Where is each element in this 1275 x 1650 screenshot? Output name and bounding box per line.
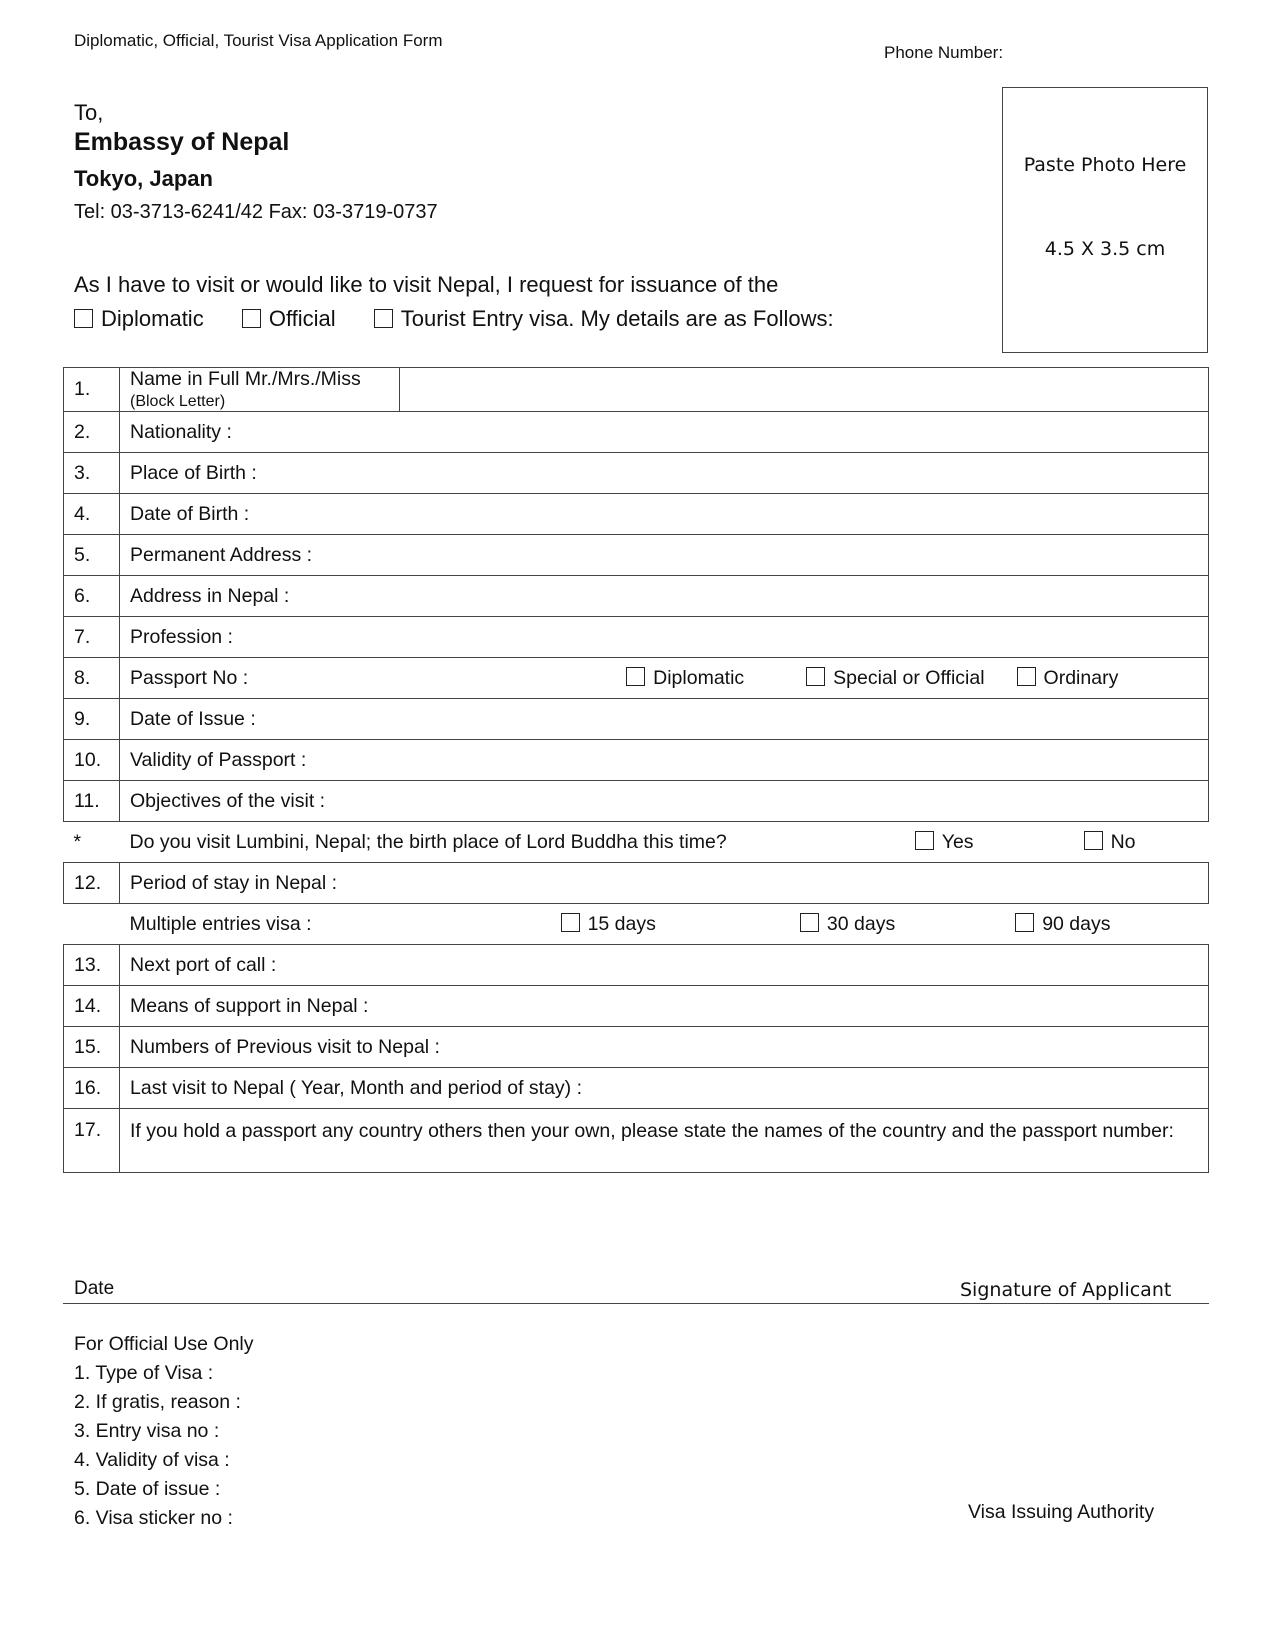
checkbox-15-days[interactable] [561, 913, 580, 932]
table-row [64, 822, 1209, 863]
row-number: 1. [64, 368, 120, 412]
table-row [64, 1027, 1209, 1068]
checkbox-passport-special-official[interactable] [806, 667, 825, 686]
date-of-issue-field[interactable]: Date of Issue : [120, 699, 1209, 740]
row-number: 16. [64, 1068, 120, 1109]
table-row [64, 453, 1209, 494]
table-row [64, 1109, 1209, 1173]
multiple-entries-question [120, 904, 1209, 945]
checkbox-90-days[interactable] [1015, 913, 1034, 932]
table-row [64, 576, 1209, 617]
visa-type-official[interactable]: Official [242, 306, 336, 332]
permanent-address-field[interactable]: Permanent Address : [120, 535, 1209, 576]
embassy-city: Tokyo, Japan [74, 166, 213, 191]
table-row [64, 617, 1209, 658]
passport-type-special-official[interactable]: Special or Official [806, 667, 984, 690]
row-number: 15. [64, 1027, 120, 1068]
last-visit-field[interactable]: Last visit to Nepal ( Year, Month and period of stay) : [120, 1068, 1209, 1109]
nationality-field[interactable]: Nationality : [120, 412, 1209, 453]
official-item-entry-visa-no: 3. Entry visa no : [74, 1420, 220, 1442]
table-row [64, 904, 1209, 945]
visa-type-options [74, 306, 866, 332]
table-row [64, 1068, 1209, 1109]
table-row [64, 781, 1209, 822]
checkbox-tourist-visa[interactable] [374, 309, 393, 328]
table-row [64, 368, 1209, 412]
form-title: Diplomatic, Official, Tourist Visa Application Form [74, 31, 443, 50]
row-number: 5. [64, 535, 120, 576]
row-number: 4. [64, 494, 120, 535]
official-item-validity: 4. Validity of visa : [74, 1449, 230, 1471]
date-of-birth-field[interactable]: Date of Birth : [120, 494, 1209, 535]
row-number: 8. [64, 658, 120, 699]
to-label: To, [74, 100, 104, 125]
row-number: 2. [64, 412, 120, 453]
phone-number-label: Phone Number: [884, 43, 1004, 62]
table-row [64, 740, 1209, 781]
checkbox-30-days[interactable] [800, 913, 819, 932]
profession-field[interactable]: Profession : [120, 617, 1209, 658]
checkbox-diplomatic-visa[interactable] [74, 309, 93, 328]
visa-type-diplomatic[interactable]: Diplomatic [74, 306, 204, 332]
row-number: 9. [64, 699, 120, 740]
table-row [64, 535, 1209, 576]
lumbini-question [120, 822, 1209, 863]
checkbox-lumbini-yes[interactable] [915, 831, 934, 850]
table-row [64, 863, 1209, 904]
multiple-entries-90-days[interactable]: 90 days [1015, 913, 1110, 936]
previous-visits-field[interactable]: Numbers of Previous visit to Nepal : [120, 1027, 1209, 1068]
photo-instruction: Paste Photo Here [1023, 154, 1187, 176]
lumbini-no-option[interactable]: No [1084, 831, 1136, 854]
passport-type-ordinary[interactable]: Ordinary [1017, 667, 1119, 690]
signature-divider [63, 1303, 1209, 1304]
row-marker: * [64, 822, 120, 863]
lumbini-yes-option[interactable]: Yes [915, 831, 974, 854]
table-row [64, 658, 1209, 699]
checkbox-lumbini-no[interactable] [1084, 831, 1103, 850]
official-item-gratis-reason: 2. If gratis, reason : [74, 1391, 241, 1413]
request-statement: As I have to visit or would like to visit Nepal, I request for issuance of the [74, 272, 779, 297]
multiple-entries-label: Multiple entries visa : [129, 912, 312, 935]
official-item-type-of-visa: 1. Type of Visa : [74, 1362, 214, 1384]
photo-size: 4.5 X 3.5 cm [1044, 238, 1166, 260]
row-number: 14. [64, 986, 120, 1027]
multiple-entries-30-days[interactable]: 30 days [800, 913, 895, 936]
multiple-entries-15-days[interactable]: 15 days [561, 913, 656, 936]
visa-type-tourist[interactable]: Tourist Entry visa. My details are as Follows: [374, 306, 834, 332]
row-number: 3. [64, 453, 120, 494]
embassy-name: Embassy of Nepal [74, 128, 290, 156]
place-of-birth-field[interactable]: Place of Birth : [120, 453, 1209, 494]
visa-issuing-authority: Visa Issuing Authority [968, 1501, 1155, 1523]
full-name-label: Name in Full Mr./Mrs./Miss (Block Letter) [120, 368, 400, 412]
row-number: 10. [64, 740, 120, 781]
row-number: 6. [64, 576, 120, 617]
passport-type-diplomatic[interactable]: Diplomatic [626, 667, 744, 690]
official-item-date-of-issue: 5. Date of issue : [74, 1478, 221, 1500]
official-item-sticker-no: 6. Visa sticker no : [74, 1507, 233, 1529]
passport-no-field[interactable] [120, 658, 1209, 699]
other-passport-field[interactable]: If you hold a passport any country others then your own, please state the names of the country and the passport number: [120, 1109, 1209, 1173]
period-of-stay-field[interactable]: Period of stay in Nepal : [120, 863, 1209, 904]
row-number: 11. [64, 781, 120, 822]
block-letter-note: (Block Letter) [130, 393, 226, 410]
official-use-title: For Official Use Only [74, 1333, 254, 1355]
means-of-support-field[interactable]: Means of support in Nepal : [120, 986, 1209, 1027]
applicant-details-table [63, 367, 1209, 1173]
next-port-of-call-field[interactable]: Next port of call : [120, 945, 1209, 986]
table-row [64, 699, 1209, 740]
checkbox-passport-ordinary[interactable] [1017, 667, 1036, 686]
passport-no-label: Passport No : [130, 666, 249, 689]
table-row [64, 986, 1209, 1027]
lumbini-question-label: Do you visit Lumbini, Nepal; the birth place of Lord Buddha this time? [129, 830, 727, 853]
row-number: 13. [64, 945, 120, 986]
checkbox-passport-diplomatic[interactable] [626, 667, 645, 686]
row-number: 17. [64, 1109, 120, 1173]
full-name-field[interactable] [400, 368, 1209, 412]
passport-validity-field[interactable]: Validity of Passport : [120, 740, 1209, 781]
visit-objectives-field[interactable]: Objectives of the visit : [120, 781, 1209, 822]
checkbox-official-visa[interactable] [242, 309, 261, 328]
table-row [64, 494, 1209, 535]
row-number: 7. [64, 617, 120, 658]
embassy-contact: Tel: 03-3713-6241/42 Fax: 03-3719-0737 [74, 201, 438, 223]
row-number: 12. [64, 863, 120, 904]
official-use-section [74, 1330, 254, 1533]
address-in-nepal-field[interactable]: Address in Nepal : [120, 576, 1209, 617]
date-label: Date [74, 1278, 115, 1299]
photo-box[interactable] [1002, 87, 1208, 353]
table-row [64, 945, 1209, 986]
signature-label: Signature of Applicant [960, 1279, 1172, 1301]
table-row [64, 412, 1209, 453]
